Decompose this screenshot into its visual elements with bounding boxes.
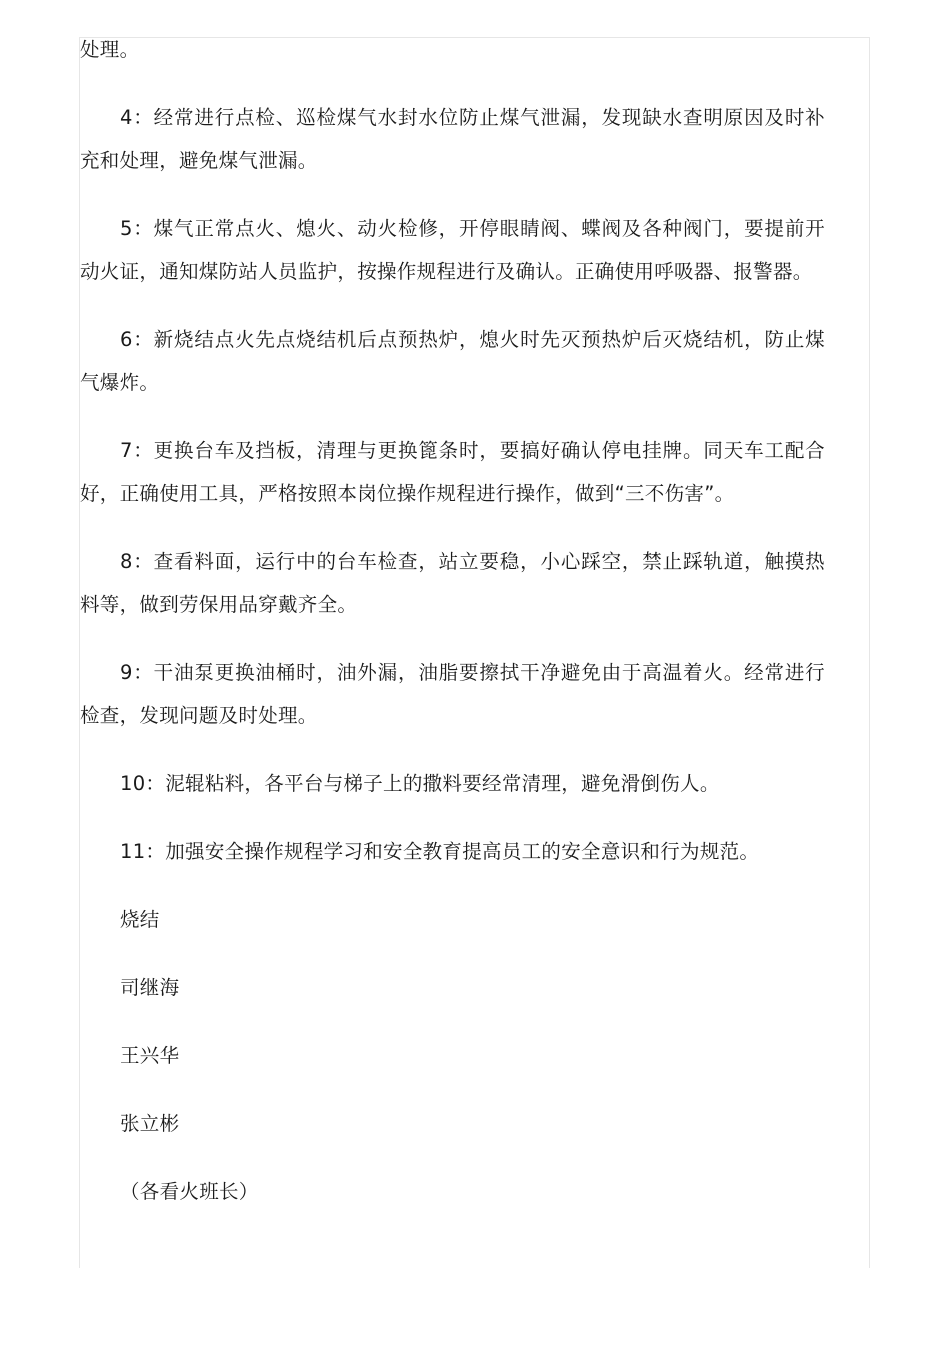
paragraph-continuation: 处理。 xyxy=(80,38,140,61)
paragraph-item-11: 11：加强安全操作规程学习和安全教育提高员工的安全意识和行为规范。 xyxy=(120,840,760,863)
paragraph-item-4: 4：经常进行点检、巡检煤气水封水位防止煤气泄漏，发现缺水查明原因及时补充和处理，避免煤气泄漏。 xyxy=(80,106,825,172)
paragraph-item-9: 9：干油泵更换油桶时，油外漏，油脂要擦拭干净避免由于高温着火。经常进行检查，发现问题及时处理。 xyxy=(80,661,825,727)
signature-name: 王兴华 xyxy=(120,1044,180,1067)
paragraph-item-7: 7：更换台车及挡板，清理与更换篦条时，要搞好确认停电挂牌。同天车工配合好，正确使用工具，严格按照本岗位操作规程进行操作，做到“三不伤害”。 xyxy=(80,439,825,505)
paragraph-item-10: 10：泥辊粘料，各平台与梯子上的撒料要经常清理，避免滑倒伤人。 xyxy=(120,772,720,795)
signature-name: 张立彬 xyxy=(120,1112,180,1135)
signature-role: （各看火班长） xyxy=(120,1180,259,1203)
paragraph-item-8: 8：查看料面，运行中的台车检查，站立要稳，小心踩空，禁止踩轨道，触摸热料等，做到劳保用品穿戴齐全。 xyxy=(80,550,825,616)
signature-name: 司继海 xyxy=(120,976,180,999)
document-body xyxy=(80,28,825,1213)
signature-department: 烧结 xyxy=(120,908,160,931)
paragraph-item-6: 6：新烧结点火先点烧结机后点预热炉，熄火时先灭预热炉后灭烧结机，防止煤气爆炸。 xyxy=(80,328,825,394)
paragraph-item-5: 5：煤气正常点火、熄火、动火检修，开停眼睛阀、蝶阀及各种阀门，要提前开动火证，通知煤防站人员监护，按操作规程进行及确认。正确使用呼吸器、报警器。 xyxy=(80,217,825,283)
